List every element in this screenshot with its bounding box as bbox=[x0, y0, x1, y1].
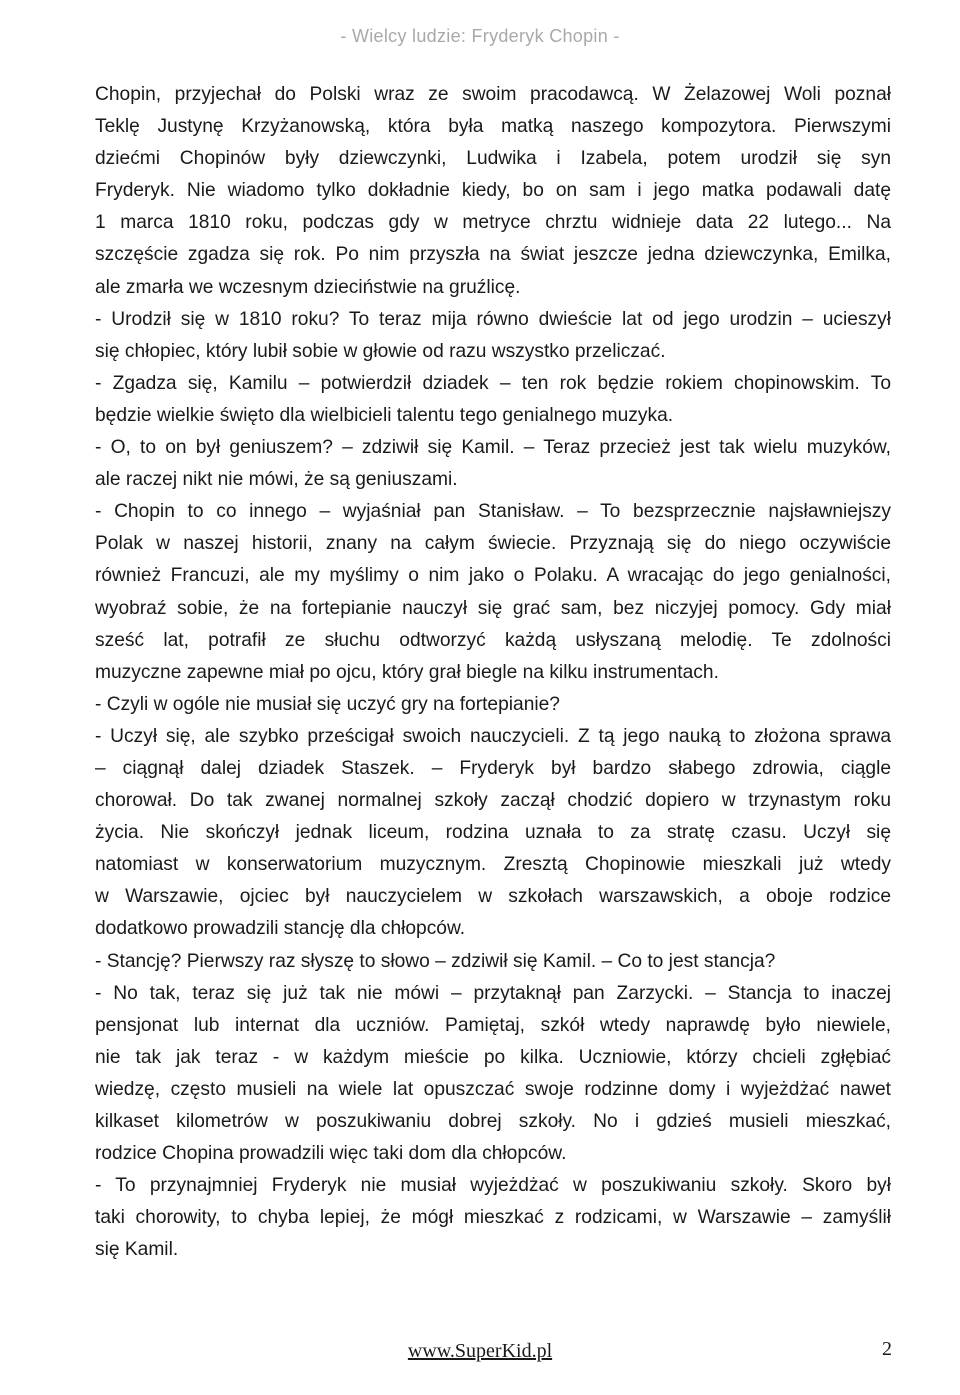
text-line: - O, to on był geniuszem? – zdziwił się Kamil. – Teraz przecież jest tak wielu muzyków, bbox=[95, 437, 891, 459]
text-line: - Uczył się, ale szybko prześcigał swoich nauczycieli. Z tą jego nauką to złożona sprawa bbox=[95, 725, 891, 747]
text-line: nie tak jak teraz - w każdym mieście po kilka. Uczniowie, którzy chcieli zgłębiać bbox=[95, 1046, 891, 1068]
text-line: będzie wielkie święto dla wielbicieli talentu tego genialnego muzyka. bbox=[95, 404, 674, 426]
text-line: się chłopiec, który lubił sobie w głowie od razu wszystko przeliczać. bbox=[95, 340, 666, 362]
text-line: ale zmarła we wczesnym dzieciństwie na gruźlicę. bbox=[95, 276, 521, 298]
text-line: taki chorowity, to chyba lepiej, że mógł mieszkać z rodzicami, w Warszawie – zamyślił bbox=[95, 1207, 891, 1229]
text-line: wiedzę, często musieli na wiele lat opuszczać swoje rodzinne domy i wyjeżdżać nawet bbox=[95, 1078, 891, 1100]
text-line: natomiast w konserwatorium muzycznym. Zresztą Chopinowie mieszkali już wtedy bbox=[95, 854, 891, 876]
text-line: w Warszawie, ojciec był nauczycielem w szkołach warszawskich, a oboje rodzice bbox=[95, 886, 891, 908]
text-line: 1 marca 1810 roku, podczas gdy w metryce chrztu widnieje data 22 lutego... Na bbox=[95, 212, 891, 234]
text-line: dziećmi Chopinów były dziewczynki, Ludwika i Izabela, potem urodził się syn bbox=[95, 148, 891, 170]
text-line: - No tak, teraz się już tak nie mówi – przytaknął pan Zarzycki. – Stancja to inaczej bbox=[95, 982, 891, 1004]
text-line: - To przynajmniej Fryderyk nie musiał wyjeżdżać w poszukiwaniu szkoły. Skoro był bbox=[95, 1175, 891, 1197]
text-line: się Kamil. bbox=[95, 1239, 179, 1261]
text-line: - Zgadza się, Kamilu – potwierdził dziadek – ten rok będzie rokiem chopinowskim. To bbox=[95, 372, 891, 394]
text-line: życia. Nie skończył jednak liceum, rodzina uznała to za stratę czasu. Uczył się bbox=[95, 822, 891, 844]
text-line: również Francuzi, ale my myślimy o nim jako o Polaku. A wracając do jego genialności, bbox=[95, 565, 891, 587]
text-line: rodzice Chopina prowadzili więc taki dom dla chłopców. bbox=[95, 1143, 567, 1165]
text-line: dodatkowo prowadzili stancję dla chłopców. bbox=[95, 918, 466, 940]
text-line: szczęście zgadza się rok. Po nim przyszła na świat jeszcze jedna dziewczynka, Emilka, bbox=[95, 244, 891, 266]
text-line: pensjonat lub internat dla uczniów. Pamiętaj, szkół wtedy naprawdę było niewiele, bbox=[95, 1014, 891, 1036]
text-line: Chopin, przyjechał do Polski wraz ze swoim pracodawcą. W Żelazowej Woli poznał bbox=[95, 84, 891, 105]
text-line: kilkaset kilometrów w poszukiwaniu dobrej szkoły. No i gdzieś musieli mieszkać, bbox=[95, 1111, 891, 1132]
text-line: – ciągnął dalej dziadek Staszek. – Fryderyk był bardzo słabego zdrowia, ciągle bbox=[95, 757, 891, 779]
text-line: - Chopin to co innego – wyjaśniał pan Stanisław. – To bezsprzecznie najsławniejszy bbox=[95, 501, 891, 523]
page-header: - Wielcy ludzie: Fryderyk Chopin - bbox=[340, 26, 620, 46]
text-line: Teklę Justynę Krzyżanowską, która była matką naszego kompozytora. Pierwszymi bbox=[95, 116, 891, 138]
text-line: sześć lat, potrafił ze słuchu odtworzyć każdą usłyszaną melodię. Te zdolności bbox=[95, 629, 891, 651]
text-line: wyobraź sobie, że na fortepianie nauczył się grać sam, bez niczyjej pomocy. Gdy miał bbox=[95, 597, 891, 619]
text-line: chorował. Do tak zwanej normalnej szkoły zaczął chodzić dopiero w trzynastym roku bbox=[95, 790, 891, 812]
text-line: muzyczne zapewne miał po ojcu, który grał biegle na kilku instrumentach. bbox=[95, 661, 719, 683]
text-line: Fryderyk. Nie wiadomo tylko dokładnie kiedy, bo on sam i jego matka podawali datę bbox=[95, 180, 891, 202]
footer-website-link[interactable]: www.SuperKid.pl bbox=[407, 1340, 553, 1362]
text-line: - Czyli w ogóle nie musiał się uczyć gry na fortepianie? bbox=[95, 693, 560, 715]
page-number: 2 bbox=[882, 1338, 892, 1360]
text-line: Polak w naszej historii, znany na całym świecie. Przyznają się do niego oczywiście bbox=[95, 533, 891, 555]
text-line: - Urodził się w 1810 roku? To teraz mija równo dwieście lat od jego urodzin – ucieszył bbox=[95, 308, 891, 330]
story-text bbox=[95, 79, 891, 1266]
text-line: ale raczej nikt nie mówi, że są geniuszami. bbox=[95, 469, 458, 491]
text-line: - Stancję? Pierwszy raz słyszę to słowo – zdziwił się Kamil. – Co to jest stancja? bbox=[95, 950, 776, 972]
